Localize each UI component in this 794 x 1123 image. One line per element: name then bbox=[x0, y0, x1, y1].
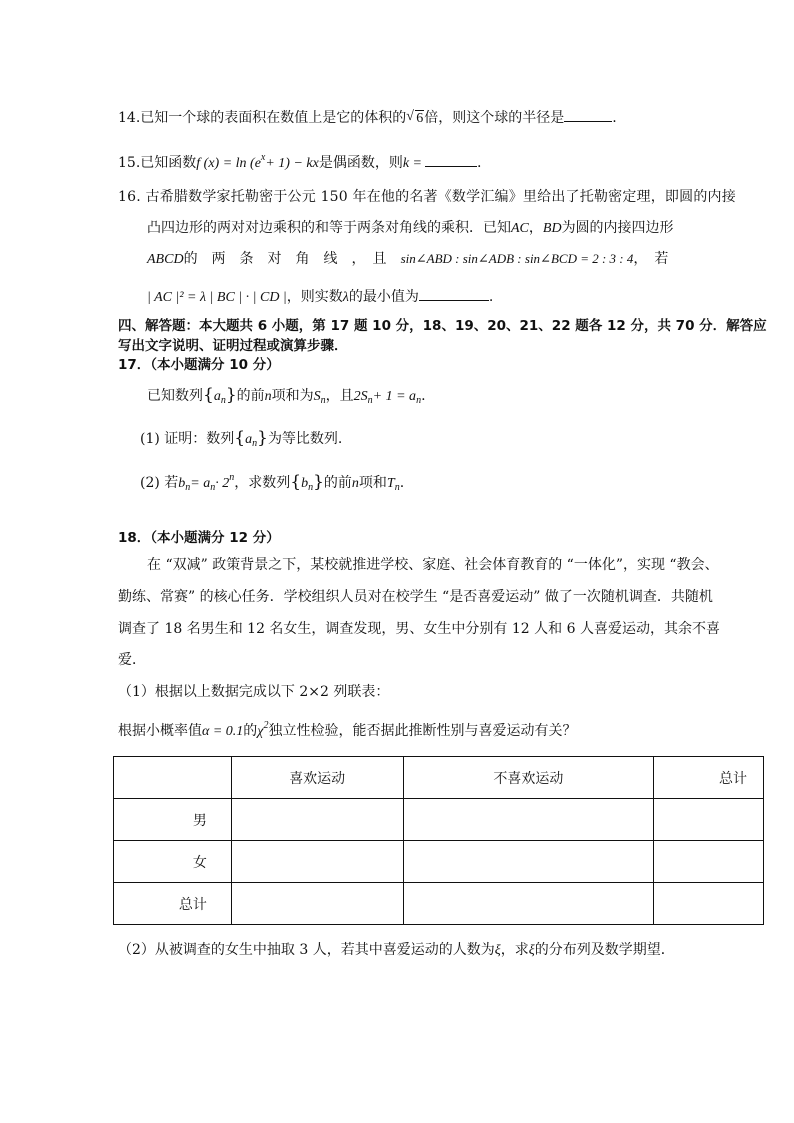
q15-exponent: x bbox=[260, 152, 266, 163]
brace-left: { bbox=[234, 428, 246, 448]
question-17-stem bbox=[147, 385, 426, 411]
question-18-part-1-b bbox=[118, 716, 576, 742]
answer-blank-14[interactable] bbox=[564, 107, 612, 122]
q17-eq: 2S bbox=[353, 389, 368, 404]
q17-p2-text: (2) 若 bbox=[140, 475, 179, 491]
q18-p1b-text-3: 独立性检验，能否据此推断性别与喜爱运动有关？ bbox=[268, 723, 577, 739]
q17-p1-a: a bbox=[245, 432, 253, 447]
q17-p2-text-2: ，求数列 bbox=[234, 475, 291, 491]
table-cell[interactable] bbox=[403, 883, 654, 925]
table-row bbox=[114, 841, 764, 883]
q15-mid: 是偶函数，则 bbox=[318, 155, 403, 171]
q16-bd: BD bbox=[542, 221, 562, 236]
table-cell[interactable] bbox=[403, 799, 654, 841]
question-18-para-1: 在 “双减” 政策背景之下，某校就推进学校、家庭、社会体育教育的 “一体化”，实现 “教会、 bbox=[147, 557, 719, 573]
q16-text-6: 的最小值为 bbox=[348, 289, 419, 305]
question-18-para-4: 爱． bbox=[118, 652, 146, 668]
question-16-line-2 bbox=[147, 218, 674, 239]
q18-chi: χ bbox=[257, 724, 264, 739]
brace-right: } bbox=[225, 385, 237, 405]
q18-p1b-text: 根据小概率值 bbox=[118, 723, 202, 739]
table-cell[interactable] bbox=[231, 841, 403, 883]
question-16-line-3 bbox=[147, 249, 668, 270]
question-18-para-3: 调查了 18 名男生和 12 名女生，调查发现，男、女生中分别有 12 人和 6 人喜爱运动，其余不喜 bbox=[118, 621, 720, 637]
q18-chi-sup: 2 bbox=[263, 720, 269, 731]
question-17-title: 17．（本小题满分 10 分） bbox=[118, 357, 280, 373]
q17-p2-T: T bbox=[386, 476, 395, 491]
q18-xi: ξ bbox=[494, 943, 501, 958]
q16-ac: AC bbox=[511, 221, 529, 236]
question-17-part-2 bbox=[140, 468, 404, 498]
table-row bbox=[114, 799, 764, 841]
table-header-row bbox=[114, 757, 764, 799]
q17-p2-bn: b bbox=[301, 476, 309, 491]
section-4-heading: 四、解答题：本大题共 6 小题，第 17 题 10 分，18、19、20、21、22 题各 12 分，共 70 分．解答应 bbox=[118, 318, 767, 334]
q17-p2-end: . bbox=[399, 475, 405, 491]
table-row-label: 总计 bbox=[114, 883, 232, 925]
q18-p2-text-2: ，求 bbox=[500, 942, 529, 958]
q17-p1-a-sub: n bbox=[252, 438, 258, 449]
table-row-label: 女 bbox=[114, 841, 232, 883]
table-cell[interactable] bbox=[403, 841, 654, 883]
q14-text: 14.已知一个球的表面积在数值上是它的体积的 bbox=[118, 110, 407, 126]
q16-end: . bbox=[488, 289, 494, 305]
q15-k: k = bbox=[402, 156, 423, 171]
q15-function: f (x) = ln (e bbox=[196, 156, 261, 171]
q17-S-sub: n bbox=[320, 395, 326, 406]
q16-lambda: λ bbox=[342, 290, 349, 305]
q18-alpha: α = 0.1 bbox=[202, 724, 244, 739]
q17-p2-exp: n bbox=[229, 472, 235, 483]
q18-p2-text-3: 的分布列及数学期望． bbox=[534, 942, 675, 958]
brace-right: } bbox=[313, 472, 324, 492]
question-18-part-2 bbox=[118, 940, 675, 961]
q18-p1b-text-2: 的 bbox=[243, 723, 258, 739]
q15-function-tail: + 1) − kx bbox=[265, 156, 319, 171]
q16-text-4: ， 若 bbox=[633, 251, 669, 267]
q17-p2-eq: = a bbox=[190, 476, 211, 491]
q17-end: . bbox=[421, 388, 426, 404]
sqrt-six: √ 6 bbox=[406, 109, 424, 126]
q16-text-3: 的 两 条 对 角 线 ， 且 bbox=[183, 251, 401, 267]
question-18-title: 18．（本小题满分 12 分） bbox=[118, 530, 280, 546]
table-header-cell bbox=[114, 757, 232, 799]
question-18-para-2: 勤练、常赛” 的核心任务．学校组织人员对在校学生 “是否喜爱运动” 做了一次随机调查．共随机 bbox=[118, 589, 713, 605]
contingency-table bbox=[113, 756, 764, 925]
table-header-cell: 不喜欢运动 bbox=[403, 757, 654, 799]
q15-end: . bbox=[477, 155, 482, 171]
q17-p2-n: n bbox=[351, 476, 359, 491]
q16-sine-ratio: sin∠ABD : sin∠ADB : sin∠BCD = 2 : 3 : 4 bbox=[400, 251, 634, 266]
q17-text-2: 的前 bbox=[236, 388, 265, 404]
q17-eq-2: + 1 = a bbox=[372, 389, 417, 404]
q16-comma: ， bbox=[528, 220, 543, 236]
q16-abcd: ABCD bbox=[147, 252, 184, 267]
table-row bbox=[114, 883, 764, 925]
q17-p2-bn-sub: n bbox=[308, 482, 314, 493]
q17-eq-sub: n bbox=[367, 395, 373, 406]
q16-equation: | AC |² = λ | BC | · | CD | bbox=[147, 290, 287, 305]
q14-end: . bbox=[612, 110, 617, 126]
answer-blank-16[interactable] bbox=[419, 286, 489, 301]
answer-blank-15[interactable] bbox=[425, 152, 477, 167]
q17-a: a bbox=[213, 389, 221, 404]
q17-p2-T-sub: n bbox=[394, 482, 400, 493]
q17-text: 已知数列 bbox=[147, 388, 203, 404]
q15-text: 15.已知函数 bbox=[118, 155, 197, 171]
q16-text-2: 为圆的内接四边形 bbox=[561, 220, 674, 236]
q14-suffix: 倍，则这个球的半径是 bbox=[424, 110, 565, 126]
q17-p2-a-sub: n bbox=[210, 482, 216, 493]
brace-left: { bbox=[290, 472, 302, 492]
question-17-part-1 bbox=[140, 428, 342, 454]
table-cell[interactable] bbox=[654, 799, 764, 841]
sqrt-radicand: 6 bbox=[416, 111, 424, 126]
question-15 bbox=[118, 148, 481, 174]
table-header-cell: 喜欢运动 bbox=[231, 757, 403, 799]
q17-p2-text-4: 项和 bbox=[358, 475, 387, 491]
q17-p2-b: b bbox=[178, 476, 186, 491]
table-row-label: 男 bbox=[114, 799, 232, 841]
q17-S: S bbox=[313, 389, 321, 404]
table-cell[interactable] bbox=[231, 799, 403, 841]
brace-left: { bbox=[203, 385, 214, 405]
question-16-line-1: 16. 古希腊数学家托勒密于公元 150 年在他的名著《数学汇编》里给出了托勒密定理，即圆的内接 bbox=[118, 189, 736, 205]
brace-right: } bbox=[257, 428, 268, 448]
q16-text: 凸四边形的两对对边乘积的和等于两条对角线的乘积．已知 bbox=[147, 220, 511, 236]
table-header-cell: 总计 bbox=[654, 757, 764, 799]
q17-n: n bbox=[264, 389, 272, 404]
q17-a-sub: n bbox=[220, 395, 226, 406]
q17-p1-text-2: 为等比数列. bbox=[267, 431, 343, 447]
q17-p1-text: (1) 证明：数列 bbox=[140, 431, 235, 447]
table-cell[interactable] bbox=[654, 841, 764, 883]
q17-eq-sub-2: n bbox=[416, 395, 422, 406]
q17-text-3: 项和为 bbox=[271, 388, 314, 404]
q17-text-4: ，且 bbox=[325, 388, 354, 404]
q17-p2-pow: · 2 bbox=[215, 476, 230, 491]
question-16-line-4 bbox=[147, 286, 493, 308]
q17-p2-b-sub: n bbox=[185, 482, 191, 493]
question-18-part-1: （1）根据以上数据完成以下 2×2 列联表： bbox=[118, 684, 390, 700]
question-14 bbox=[118, 107, 617, 129]
q18-p2-text: （2）从被调查的女生中抽取 3 人，若其中喜爱运动的人数为 bbox=[118, 942, 495, 958]
q18-xi-2: ξ bbox=[528, 943, 535, 958]
table-cell[interactable] bbox=[654, 883, 764, 925]
q17-p2-text-3: 的前 bbox=[323, 475, 352, 491]
table-cell[interactable] bbox=[231, 883, 403, 925]
q16-text-5: ，则实数 bbox=[286, 289, 343, 305]
section-4-heading-2: 写出文字说明、证明过程或演算步骤． bbox=[118, 338, 348, 354]
